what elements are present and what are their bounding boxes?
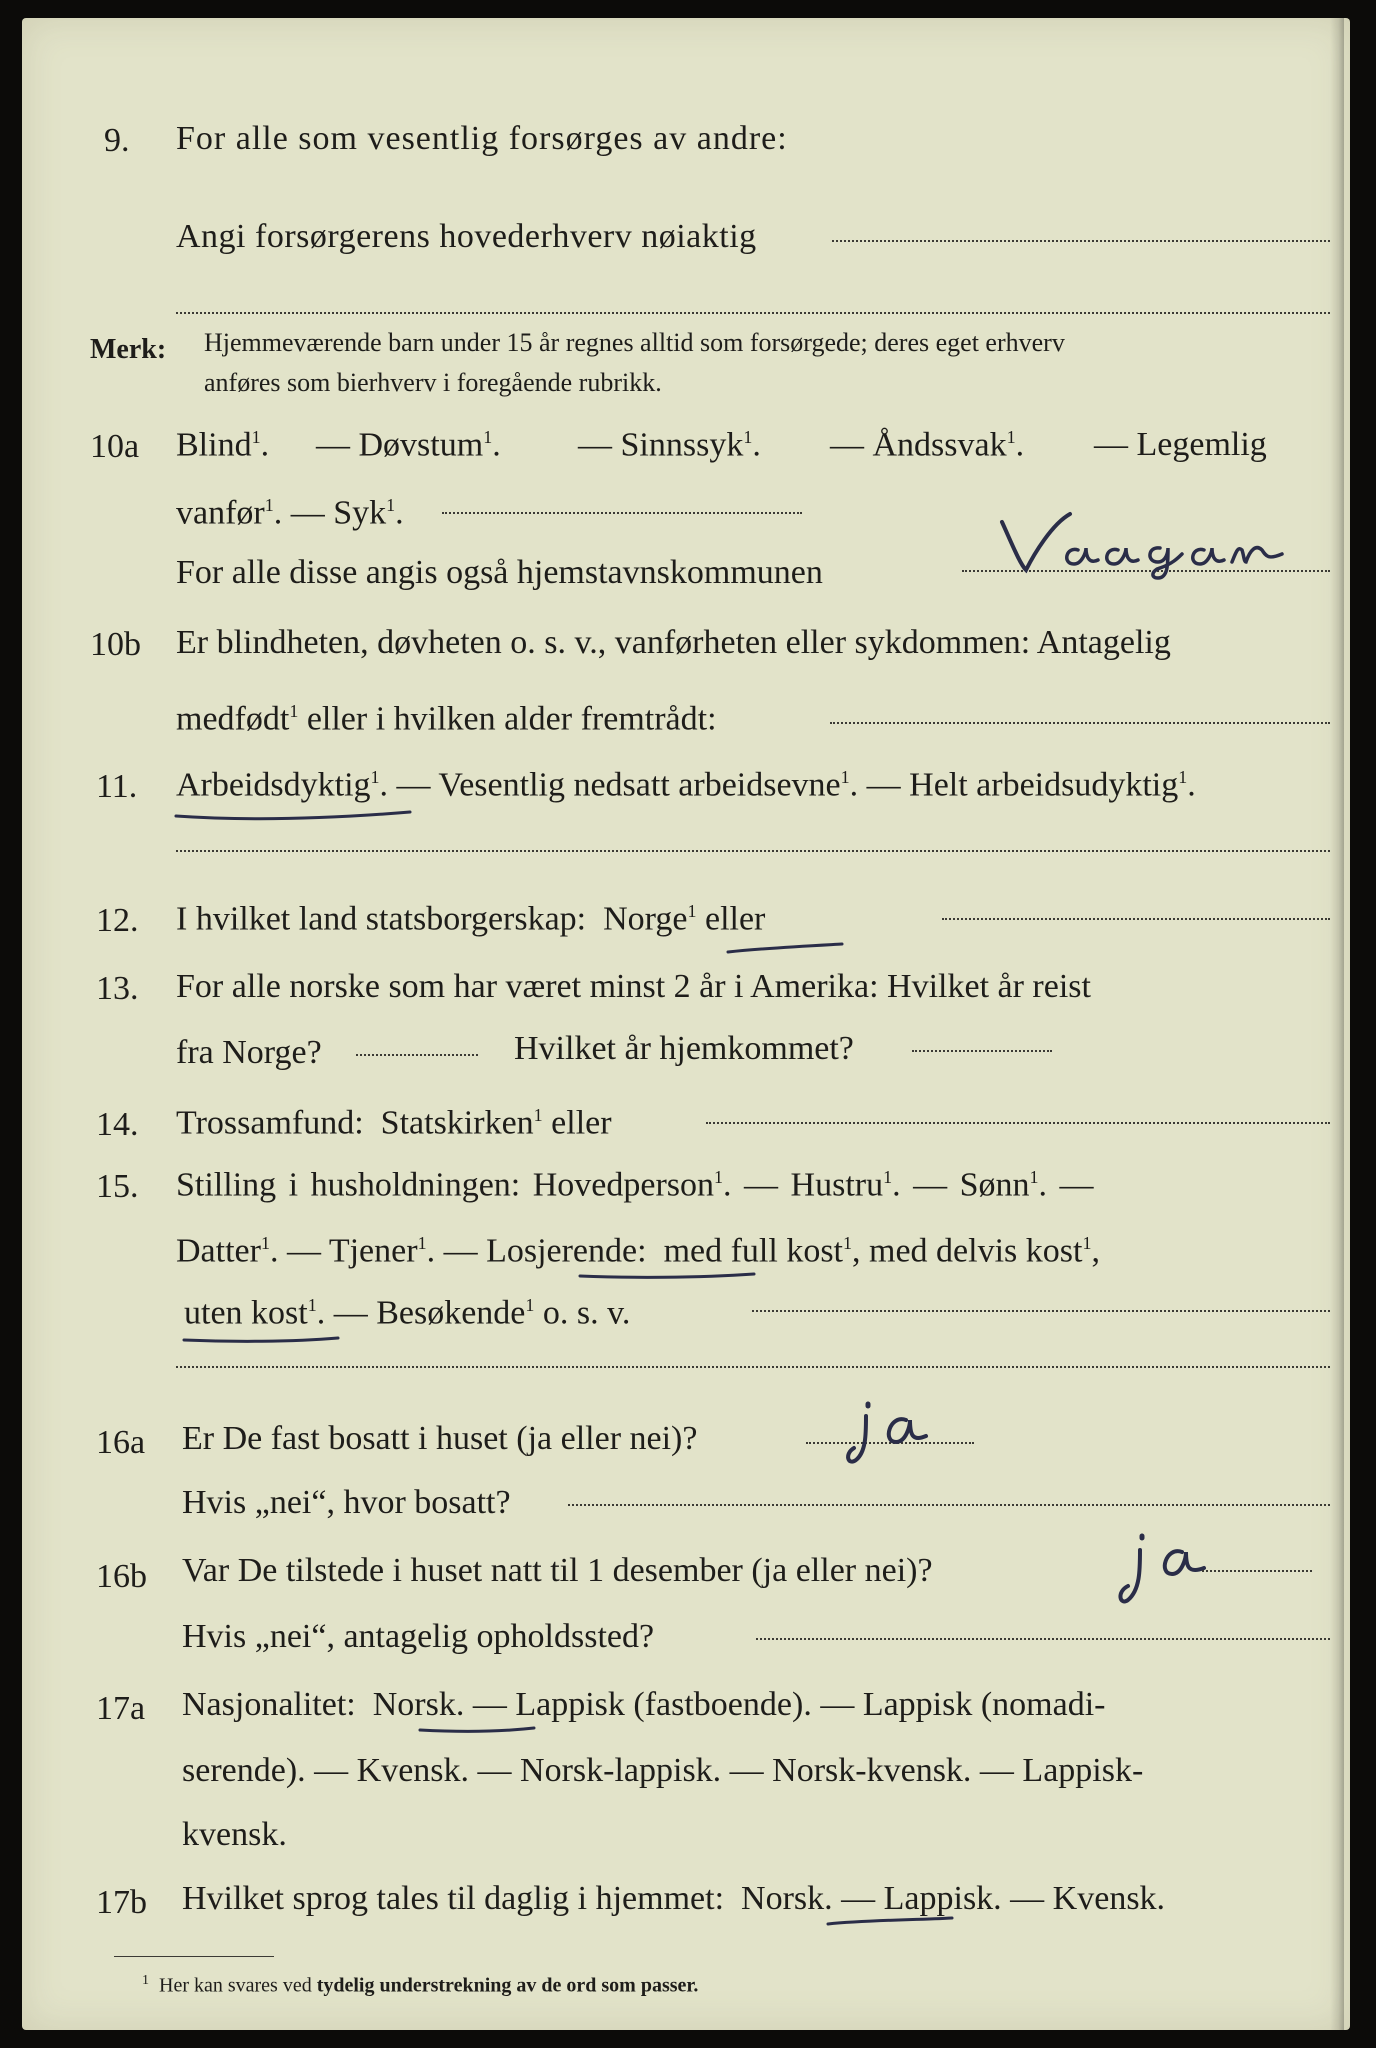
q16a-line2: Hvis „nei“, hvor bosatt? <box>182 1484 511 1521</box>
q10a-syk-line <box>442 512 802 514</box>
q10a-legemlig: — Legemlig <box>1094 426 1267 463</box>
q16a-handwritten-answer <box>842 1390 942 1470</box>
q15-number: 15. <box>96 1168 139 1205</box>
q15-answer-line <box>752 1310 1330 1312</box>
q12-answer-line <box>942 918 1330 920</box>
q12-text: I hvilket land statsborgerskap: Norge$^1$ eller <box>176 900 766 938</box>
q13-reist-line <box>356 1054 478 1056</box>
q10a-dovstum: — Døvstum$^1$. <box>316 426 501 464</box>
q14-answer-line <box>706 1122 1330 1124</box>
q17b-line1: Hvilket sprog tales til daglig i hjemmet: Norsk. — Lappisk. — Kvensk. <box>182 1880 1166 1917</box>
q17b-underline-norsk <box>826 1914 956 1930</box>
merk-line1: Hjemmeværende barn under 15 år regnes alltid som forsørgede; deres eget erhverv <box>204 328 1065 357</box>
q15-answer-line-2 <box>176 1366 1330 1368</box>
q10a-andssvak: — Åndssvak$^1$. <box>830 426 1025 464</box>
q15-line3: uten kost$^1$. — Besøkende$^1$ o. s. v. <box>184 1294 631 1332</box>
q13-number: 13. <box>96 970 139 1007</box>
q9-answer-line-2 <box>176 312 1330 314</box>
q10a-line3: For alle disse angis også hjemstavnskommunen <box>176 554 823 591</box>
q11-options: Arbeidsdyktig$^1$. — Vesentlig nedsatt arbeidsevne$^1$. — Helt arbeidsudyktig$^1$. <box>176 766 1196 804</box>
q10a-vanfor: vanfør$^1$. — Syk$^1$. <box>176 494 404 532</box>
q11-underline-arbeidsdyktig <box>174 806 414 826</box>
merk-line2: anføres som bierhverv i foregående rubrikk. <box>204 368 662 397</box>
q11-number: 11. <box>96 768 138 805</box>
q14-text: Trossamfund: Statskirken$^1$ eller <box>176 1104 612 1142</box>
q9-answer-line <box>832 240 1330 242</box>
q9-number: 9. <box>104 122 130 159</box>
q10a-blind: Blind$^1$. <box>176 426 270 464</box>
q17b-number: 17b <box>96 1884 147 1921</box>
q17a-line1: Nasjonalitet: Norsk. — Lappisk (fastboende). — Lappisk (nomadi- <box>182 1686 1106 1723</box>
paper-edge-shadow <box>1330 18 1344 2030</box>
q9-line1: For alle som vesentlig forsørges av andre: <box>176 120 788 157</box>
q9-line2: Angi forsørgerens hovederhverv nøiaktig <box>176 218 757 255</box>
q14-number: 14. <box>96 1106 139 1143</box>
q16a-number: 16a <box>96 1424 146 1461</box>
q15-line1: Stilling i husholdningen: Hovedperson$^1$. — Hustru$^1$. — Sønn$^1$. — <box>176 1166 1094 1204</box>
q11-answer-line <box>176 850 1330 852</box>
q10b-line2: medfødt$^1$ eller i hvilken alder fremtrådt: <box>176 700 717 738</box>
merk-label: Merk: <box>90 334 167 365</box>
q13-line1: For alle norske som har været minst 2 år i Amerika: Hvilket år reist <box>176 968 1091 1005</box>
q17a-line2: serende). — Kvensk. — Norsk-lappisk. — Norsk-kvensk. — Lappisk- <box>182 1752 1144 1789</box>
q16b-answer-line <box>1202 1570 1312 1572</box>
q16a-bosatt-line <box>568 1504 1330 1506</box>
census-form-page <box>22 18 1350 2030</box>
q12-underline-norge <box>726 942 846 958</box>
q15-line2: Datter$^1$. — Tjener$^1$. — Losjerende: med full kost$^1$, med delvis kost$^1$, <box>176 1232 1100 1270</box>
q15-underline-uten-kost <box>182 1332 342 1348</box>
q16a-line1: Er De fast bosatt i huset (ja eller nei)? <box>182 1420 698 1457</box>
q10a-sinnssyk: — Sinnssyk$^1$. <box>578 426 761 464</box>
footnote: $^1$ Her kan svares ved tydelig understrekning av de ord som passer. <box>142 1973 699 1997</box>
q13-line2b: Hvilket år hjemkommet? <box>514 1030 854 1067</box>
q17a-number: 17a <box>96 1690 146 1727</box>
q16b-number: 16b <box>96 1558 147 1595</box>
q13-hjemkommet-line <box>912 1050 1052 1052</box>
q12-number: 12. <box>96 902 139 939</box>
q17a-line3: kvensk. <box>182 1816 287 1853</box>
q16b-opholdssted-line <box>756 1638 1330 1640</box>
q10a-number: 10a <box>90 428 140 465</box>
q13-line2a: fra Norge? <box>176 1034 322 1071</box>
q10b-line1: Er blindheten, døvheten o. s. v., vanførheten eller sykdommen: Antagelig <box>176 624 1171 661</box>
q15-underline-losjerende <box>578 1268 758 1284</box>
q16b-line1: Var De tilstede i huset natt til 1 desember (ja eller nei)? <box>182 1552 933 1589</box>
q16b-handwritten-answer <box>1112 1522 1222 1610</box>
q17a-underline-norsk <box>418 1722 538 1738</box>
footnote-rule <box>114 1956 274 1957</box>
q10b-number: 10b <box>90 626 141 663</box>
q16b-line2: Hvis „nei“, antagelig opholdssted? <box>182 1618 655 1655</box>
q10a-handwritten-answer <box>982 504 1302 580</box>
q10b-answer-line <box>830 722 1330 724</box>
